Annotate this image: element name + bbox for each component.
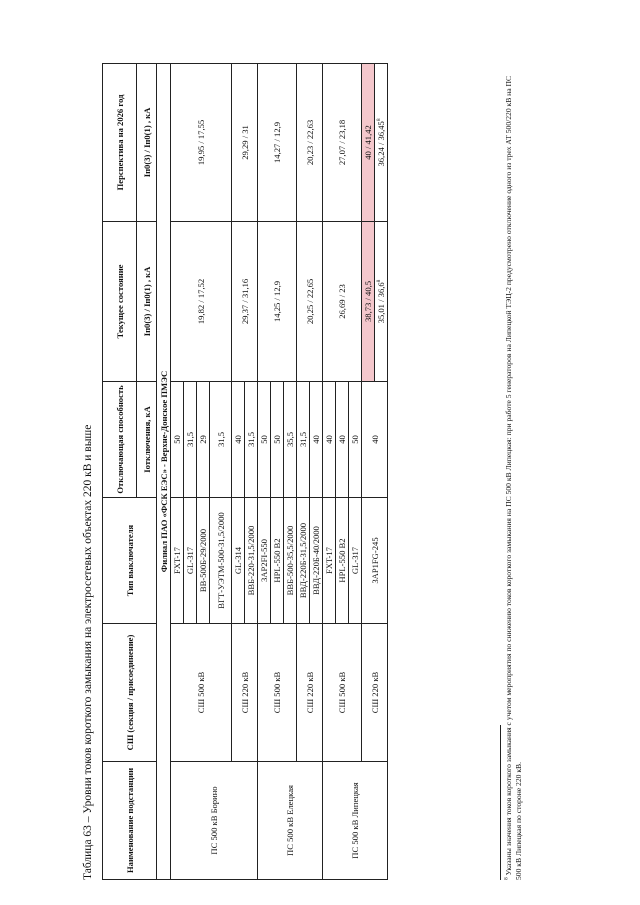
- footnote-mark: 8: [503, 877, 510, 880]
- substation-eletskaya: ПС 500 кВ Елецкая: [258, 762, 323, 880]
- capacity-cell: 31,5: [245, 381, 258, 497]
- capacity-cell: 40: [232, 381, 245, 497]
- breaker-type-cell: ВВД-220Б-40/2000: [310, 498, 323, 624]
- breaker-type-cell: FXT-17: [323, 498, 336, 624]
- table-caption: Таблица 63 – Уровни токов короткого замыкания на электросетевых объектах 220 кВ и выше: [82, 424, 94, 880]
- section-eletskaya-220: СШ 220 кВ: [297, 624, 323, 762]
- section-title: Филиал ПАО «ФСК ЕЭС» - Верхне-Донское ПМЭС: [157, 63, 171, 879]
- header-substation: Наименование подстанции: [103, 762, 157, 880]
- capacity-cell: 40: [323, 381, 336, 497]
- section-borino-500: СШ 500 кВ: [171, 624, 232, 762]
- capacity-cell: 40: [310, 381, 323, 497]
- capacity-unit-rest: , кА: [141, 406, 152, 422]
- footnote-ref: 8: [376, 118, 383, 122]
- header-breaker-type: Тип выключателя: [103, 498, 157, 624]
- breaker-type-cell: HPL-550 B2: [336, 498, 349, 624]
- capacity-cell: 50: [271, 381, 284, 497]
- capacity-cell: 29: [197, 381, 210, 497]
- section-eletskaya-500: СШ 500 кВ: [258, 624, 297, 762]
- short-circuit-table: [102, 63, 388, 880]
- footnote-text: Указаны значения токов короткого замыкания с учетом мероприятия по снижению токов короткого замыкания на ПС 500 кВ Липецкая: при работе 5 генераторов на Липецкой ТЭЦ-2 предусмотрено отключение одного из трех АТ 500/220 кВ на ПС 500 кВ Липецкая по стороне 220 кВ.: [504, 75, 523, 880]
- perspective-cell-measure: [375, 63, 388, 221]
- capacity-cell: 50: [258, 381, 271, 497]
- substation-lipetskaya: ПС 500 кВ Липецкая: [323, 762, 388, 880]
- perspective-cell: 14,27 / 12,9: [258, 63, 297, 221]
- breaker-type-cell: ВВ-500Б-29/2000: [197, 498, 210, 624]
- footnote: [504, 64, 524, 880]
- header-current-unit: Iп0(3) / Iп0(1) , кА: [137, 221, 157, 381]
- header-section: СШ (секция / присоединение): [103, 624, 157, 762]
- section-lipetskaya-500: СШ 500 кВ: [323, 624, 362, 762]
- header-capacity: Отключающая способность: [103, 381, 137, 497]
- current-cell: 29,37 / 31,16: [232, 221, 258, 381]
- capacity-cell: 50: [349, 381, 362, 497]
- footnote-ref: 8: [376, 279, 383, 283]
- capacity-cell: 35,5: [284, 381, 297, 497]
- section-lipetskaya-220: СШ 220 кВ: [362, 624, 388, 762]
- breaker-type-cell: ВВБ-500-35,5/2000: [284, 498, 297, 624]
- perspective-value: 36,24 / 36,45: [376, 121, 386, 167]
- breaker-type-cell: GL-317: [184, 498, 197, 624]
- header-current: Текущее состояние: [103, 221, 137, 381]
- footnote-divider: [500, 725, 501, 880]
- current-cell-highlighted: 38,73 / 40,5: [362, 221, 375, 381]
- perspective-cell-highlighted: 40 / 41,42: [362, 63, 375, 221]
- current-value: 35,01 / 36,6: [376, 282, 386, 324]
- header-perspective-unit: Iп0(3) / Iп0(1) , кА: [137, 63, 157, 221]
- capacity-cell: 31,5: [210, 381, 232, 497]
- perspective-cell: 27,07 / 23,18: [323, 63, 362, 221]
- capacity-unit-main: Iотключения: [141, 421, 152, 473]
- breaker-type-cell: 3AP2FI-550: [258, 498, 271, 624]
- breaker-type-cell: GL-317: [349, 498, 362, 624]
- breaker-type-cell: ВГТ-УЭТМ-500-31,5/2000: [210, 498, 232, 624]
- capacity-cell: 50: [171, 381, 184, 497]
- perspective-cell: 20,23 / 22,63: [297, 63, 323, 221]
- capacity-cell: 40: [362, 381, 388, 497]
- header-perspective: Перспектива на 2026 год: [103, 63, 137, 221]
- substation-borino: ПС 500 кВ Борино: [171, 762, 258, 880]
- capacity-cell: 31,5: [297, 381, 310, 497]
- section-borino-220: СШ 220 кВ: [232, 624, 258, 762]
- current-cell: 19,82 / 17,52: [171, 221, 232, 381]
- breaker-type-cell: 3AP1FG-245: [362, 498, 388, 624]
- capacity-cell: 40: [336, 381, 349, 497]
- breaker-type-cell: GL-314: [232, 498, 245, 624]
- rotated-document-page: [80, 64, 530, 880]
- current-cell: 20,25 / 22,65: [297, 221, 323, 381]
- breaker-type-cell: FXT-17: [171, 498, 184, 624]
- perspective-cell: 19,95 / 17,55: [171, 63, 232, 221]
- breaker-type-cell: ВВД-220Б-31,5/2000: [297, 498, 310, 624]
- current-cell: 14,25 / 12,9: [258, 221, 297, 381]
- perspective-cell: 29,29 / 31: [232, 63, 258, 221]
- breaker-type-cell: ВВБ-220-31,5/2000: [245, 498, 258, 624]
- capacity-cell: 31,5: [184, 381, 197, 497]
- header-capacity-unit: [137, 381, 157, 497]
- current-cell-measure: [375, 221, 388, 381]
- breaker-type-cell: HPL-550 B2: [271, 498, 284, 624]
- current-cell: 26,69 / 23: [323, 221, 362, 381]
